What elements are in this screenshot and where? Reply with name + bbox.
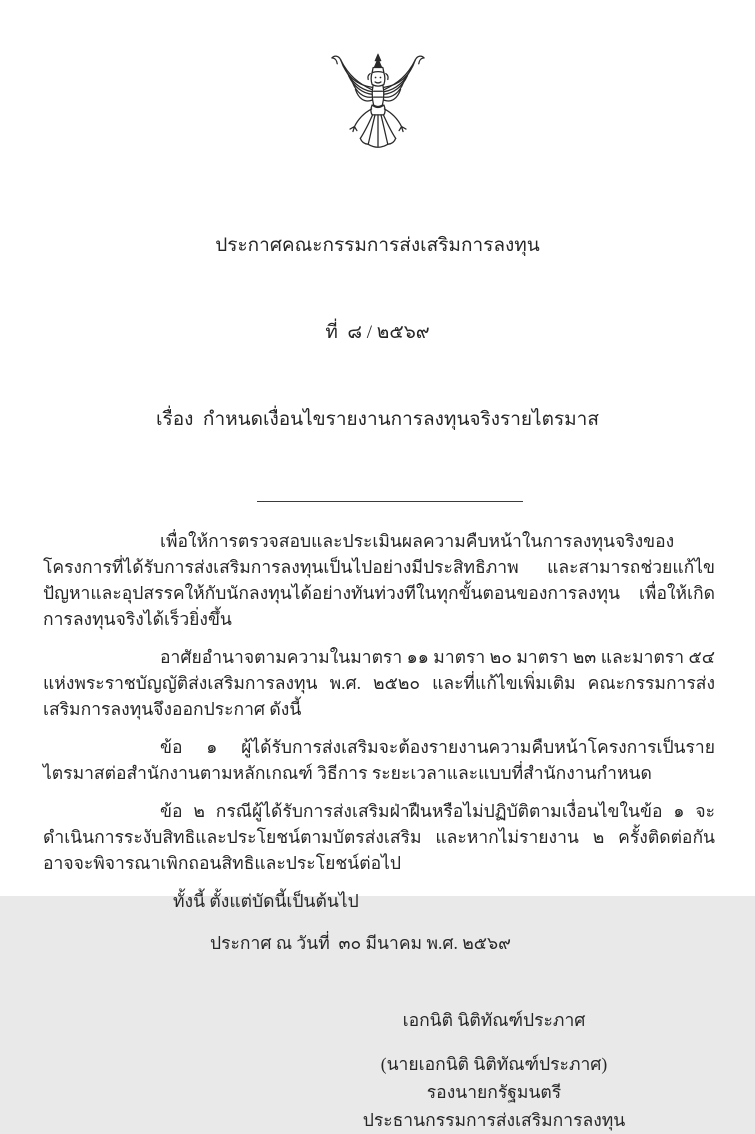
signature-position-line2: ประธานกรรมการส่งเสริมการลงทุน [362, 1110, 626, 1130]
signature-name-parentheses: (นายเอกนิติ นิติทัณฑ์ประภาศ) [380, 1054, 608, 1074]
signature-name: เอกนิติ นิติทัณฑ์ประภาศ [402, 1010, 586, 1030]
document-header [0, 173, 755, 492]
effective-date-line: ทั้งนี้ ตั้งแต่บัดนี้เป็นต้นไป [173, 891, 359, 911]
document-body [43, 528, 720, 1134]
signature-block [333, 1006, 655, 1134]
garuda-emblem-icon [319, 52, 437, 160]
body-paragraph-clause-2: ข้อ ๒ กรณีผู้ได้รับการส่งเสริมฝ่าฝืนหรือไม่ปฏิบัติตามเงื่อนไขในข้อ ๑ จะดำเนินการระงับสิทธิและประโยชน์ตามบัตรส่งเสริม และหากไม่รายงาน ๒ ครั้งติดต่อกัน อาจจะพิจารณาเพิกถอนสิทธิและประโยชน์ต่อไป [43, 801, 720, 873]
garuda-emblem [319, 0, 437, 160]
announcement-date-line: ประกาศ ณ วันที่ ๓๐ มีนาคม พ.ศ. ๒๕๖๙ [210, 933, 511, 953]
body-paragraph: อาศัยอำนาจตามความในมาตรา ๑๑ มาตรา ๒๐ มาตรา ๒๓ และมาตรา ๕๔ แห่งพระราชบัญญัติส่งเสริมการลงทุน พ.ศ. ๒๕๒๐ และที่แก้ไขเพิ่มเติม คณะกรรมการส่งเสริมการลงทุนจึงออกประกาศ ดังนี้ [43, 647, 720, 719]
signature-position-line1: รองนายกรัฐมนตรี [426, 1082, 562, 1102]
announcement-number-line: ที่ ๘ / ๒๕๖๙ [325, 322, 430, 343]
body-paragraph-clause-1: ข้อ ๑ ผู้ได้รับการส่งเสริมจะต้องรายงานความคืบหน้าโครงการเป็นรายไตรมาสต่อสำนักงานตามหลักเกณฑ์ วิธีการ ระยะเวลาและแบบที่สำนักงานกำหนด [43, 737, 715, 783]
announcement-org-line: ประกาศคณะกรรมการส่งเสริมการลงทุน [215, 235, 540, 256]
body-paragraph: เพื่อให้การตรวจสอบและประเมินผลความคืบหน้าในการลงทุนจริงของโครงการที่ได้รับการส่งเสริมการลงทุนเป็นไปอย่างมีประสิทธิภาพ และสามารถช่วยแก้ไขปัญหาและอุปสรรคให้กับนักลงทุนได้อย่างทันท่วงทีในทุกขั้นตอนของการลงทุน เพื่อให้เกิดการลงทุนจริงได้เร็วยิ่งขึ้น [43, 531, 715, 629]
announcement-subject-line: เรื่อง กำหนดเงื่อนไขรายงานการลงทุนจริงรายไตรมาส [156, 409, 599, 430]
header-divider-rule [257, 501, 523, 502]
